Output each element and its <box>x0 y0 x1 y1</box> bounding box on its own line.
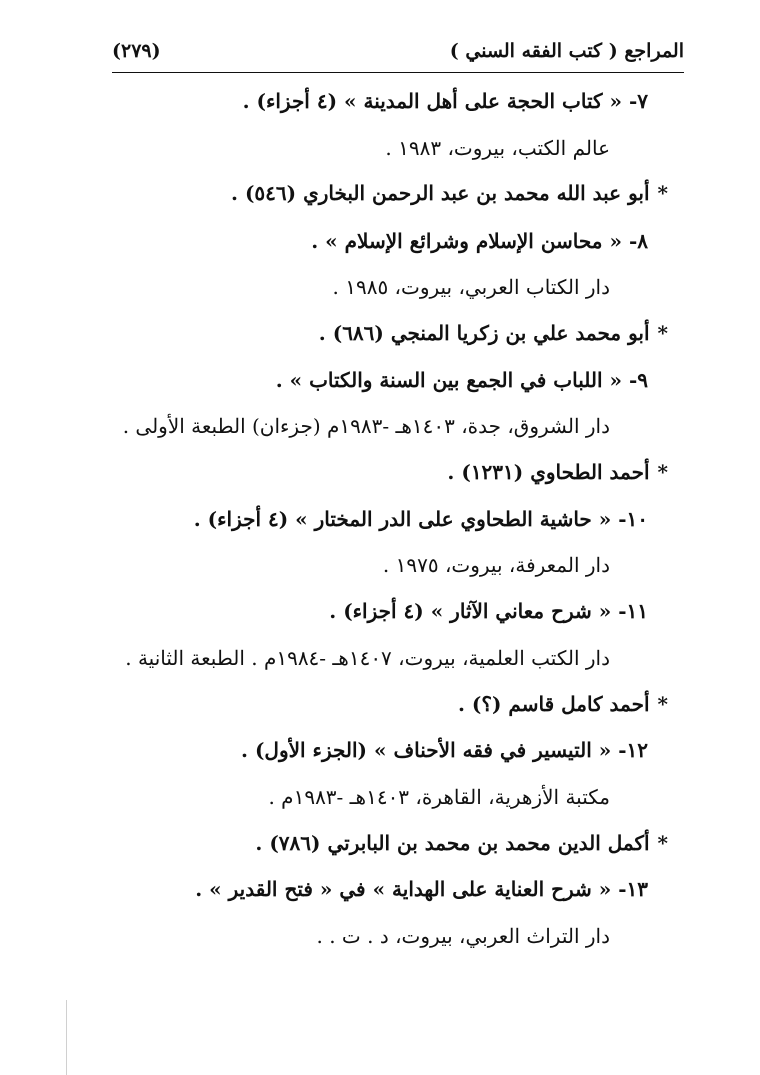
bullet-star-icon: * <box>657 460 668 484</box>
author-heading: *أحمد الطحاوي (١٢٣١) . <box>447 460 668 484</box>
publisher-line: دار الكتاب العربي، بيروت، ١٩٨٥ . <box>332 275 610 299</box>
author-heading: *أبو محمد علي بن زكريا المنجي (٦٨٦) . <box>318 321 668 345</box>
publisher-line: مكتبة الأزهرية، القاهرة، ١٤٠٣هـ -١٩٨٣م . <box>268 785 610 809</box>
publisher-line: دار الكتب العلمية، بيروت، ١٤٠٧هـ -١٩٨٤م . الطبعة الثانية . <box>125 646 610 670</box>
bullet-star-icon: * <box>657 321 668 345</box>
page-number: (٢٧٩) <box>112 40 161 62</box>
page-header <box>112 38 684 72</box>
reference-entry-11: ١١- « شرح معاني الآثار » (٤ أجزاء) . <box>329 599 648 623</box>
publisher-line: دار التراث العربي، بيروت، د . ت . . <box>316 924 610 948</box>
running-title: المراجع ( كتب الفقه السني ) <box>449 40 684 62</box>
header-rule <box>112 72 684 73</box>
reference-entry-12: ١٢- « التيسير في فقه الأحناف » (الجزء الأول) . <box>241 738 648 762</box>
reference-entry-7: ٧- « كتاب الحجة على أهل المدينة » (٤ أجزاء) . <box>242 89 648 113</box>
author-heading: *أبو عبد الله محمد بن عبد الرحمن البخاري (٥٤٦) . <box>231 181 668 205</box>
reference-entry-8: ٨- « محاسن الإسلام وشرائع الإسلام » . <box>311 229 648 253</box>
author-heading: *أحمد كامل قاسم (؟) . <box>457 692 668 716</box>
bullet-star-icon: * <box>657 181 668 205</box>
reference-entry-9: ٩- « اللباب في الجمع بين السنة والكتاب » . <box>275 368 648 392</box>
bullet-star-icon: * <box>657 831 668 855</box>
publisher-line: عالم الكتب، بيروت، ١٩٨٣ . <box>385 136 610 160</box>
publisher-line: دار الشروق، جدة، ١٤٠٣هـ -١٩٨٣م (جزءان) الطبعة الأولى . <box>122 414 610 438</box>
reference-entry-10: ١٠- « حاشية الطحاوي على الدر المختار » (٤ أجزاء) . <box>193 507 648 531</box>
author-heading: *أكمل الدين محمد بن محمد بن البابرتي (٧٨٦) . <box>255 831 668 855</box>
scan-margin-line <box>66 1000 67 1075</box>
bullet-star-icon: * <box>657 692 668 716</box>
publisher-line: دار المعرفة، بيروت، ١٩٧٥ . <box>382 553 610 577</box>
reference-entry-13: ١٣- « شرح العناية على الهداية » في « فتح القدير » . <box>195 877 648 901</box>
